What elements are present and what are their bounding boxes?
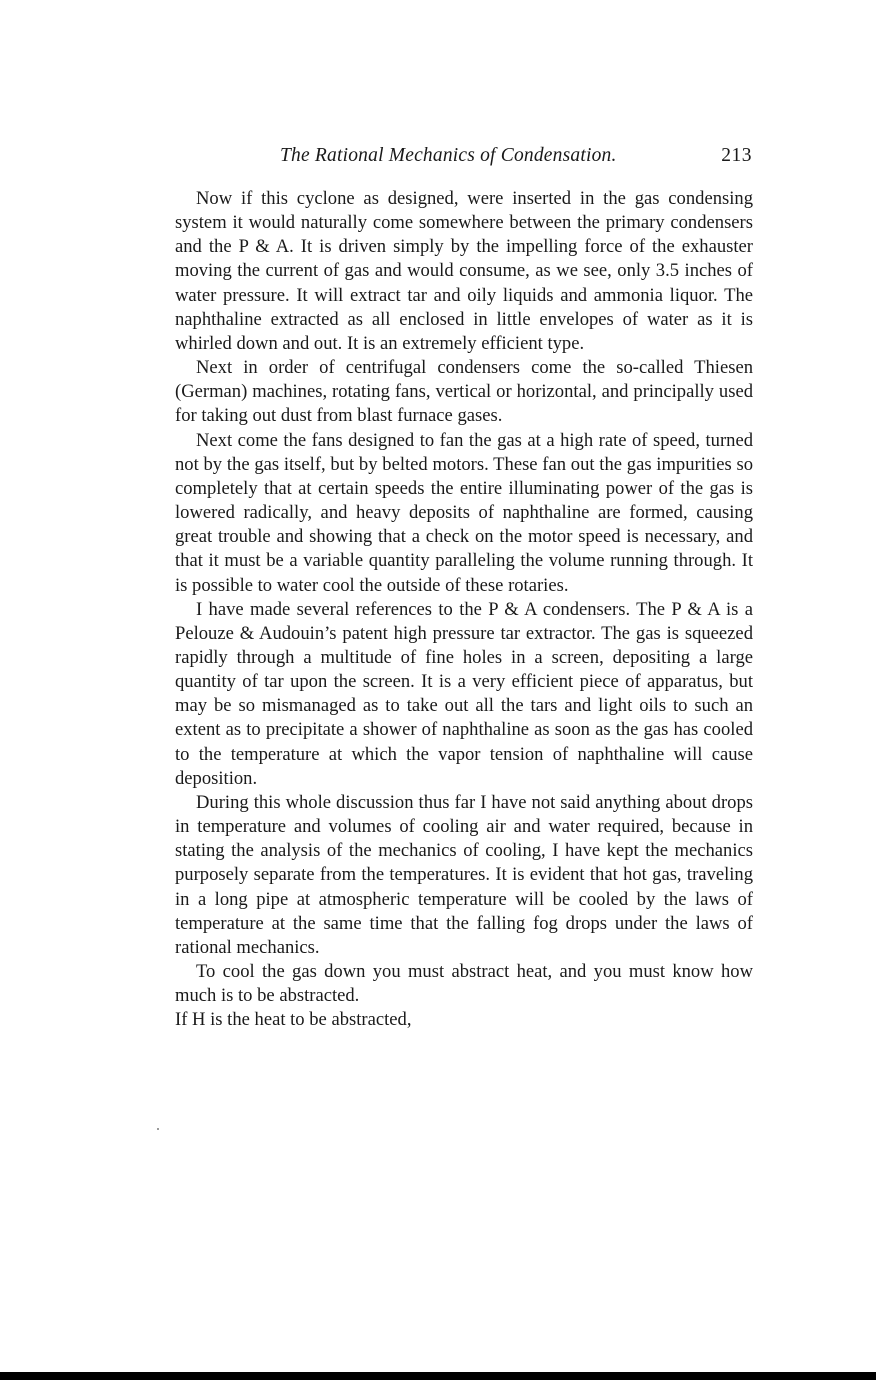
running-head: [180, 145, 752, 173]
scan-edge-bar: [0, 1372, 876, 1380]
running-title: The Rational Mechanics of Condensation.: [280, 145, 617, 166]
paragraph-thiesen: Next in order of centrifugal condensers come the so-called Thiesen (German) machines, rotating fans, vertical or horizontal, and principally used for taking out dust from blast furnace gases.: [175, 357, 753, 427]
paragraph-heat: If H is the heat to be abstracted,: [175, 1009, 412, 1031]
scan-speck: [157, 1128, 159, 1130]
page-number: 213: [721, 145, 752, 166]
body-text: [175, 187, 753, 1032]
paragraph-temperature: During this whole discussion thus far I have not said anything about drops in temperature and volumes of cooling air and water required, because in stating the analysis of the mechanics of cooling, I have kept the mechanics purposely separate from the temperatures. It is evident that hot gas, traveling in a long pipe at atmospheric temperature will be cooled by the laws of temperature at the same time that the falling fog drops under the laws of rational mechanics.: [175, 791, 753, 958]
paragraph-fans: Next come the fans designed to fan the gas at a high rate of speed, turned not by the gas itself, but by belted motors. These fan out the gas impurities so completely that at certain speeds the entire illuminating power of the gas is lowered radically, and heavy deposits of naphthaline are formed, causing great trouble and showing that a check on the motor speed is necessary, and that it must be a variable quantity paralleling the volume running through. It is possible to water cool the outside of these rotaries.: [175, 429, 753, 596]
paragraph-cyclone: Now if this cyclone as designed, were inserted in the gas condensing system it would naturally come somewhere between the primary condensers and the P & A. It is driven simply by the impelling force of the exhauster moving the current of gas and would consume, as we see, only 3.5 inches of water pressure. It will extract tar and oily liquids and ammonia liquor. The naphthaline extracted as all enclosed in little envelopes of water as it is whirled down and out. It is an extremely efficient type.: [175, 188, 753, 354]
paragraph-p-and-a: I have made several references to the P & A condensers. The P & A is a Pelouze & Audouin’s patent high pressure tar extractor. The gas is squeezed rapidly through a multitude of fine holes in a screen, depositing a large quantity of tar upon the screen. It is a very efficient piece of apparatus, but may be so mismanaged as to take out all the tars and light oils to such an extent as to precipitate a shower of naphthaline as soon as the gas has cooled to the temperature at which the vapor tension of naphthaline will cause deposition.: [175, 598, 753, 789]
paragraph-cool-gas: To cool the gas down you must abstract heat, and you must know how much is to be abstracted.: [175, 961, 753, 1007]
